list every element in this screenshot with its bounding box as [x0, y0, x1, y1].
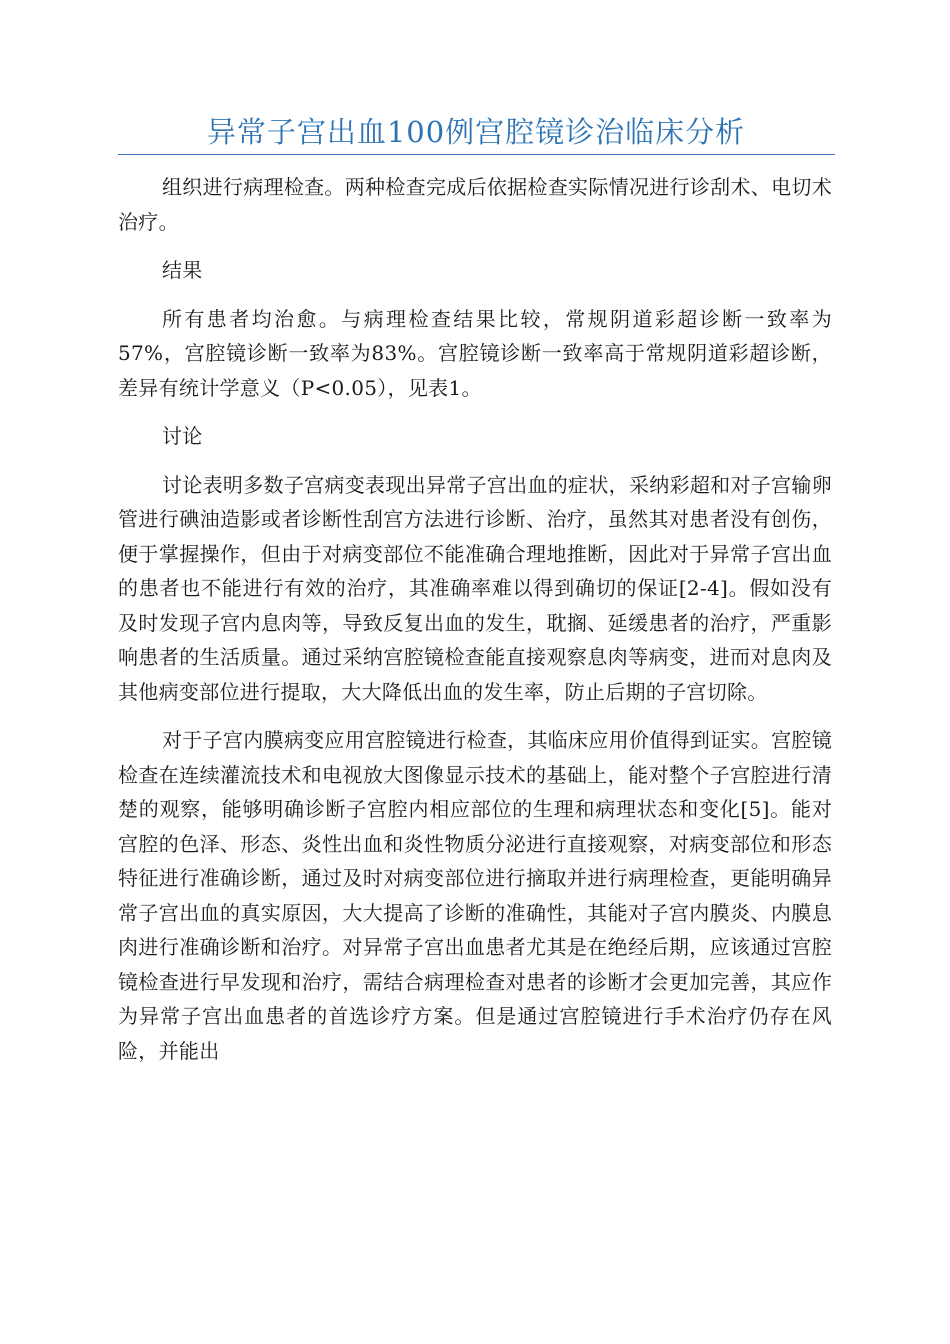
- section-heading-discussion: 讨论: [162, 424, 203, 448]
- paragraph-discussion-2: 对于子宫内膜病变应用宫腔镜进行检查，其临床应用价值得到证实。宫腔镜检查在连续灌流技术和电视放大图像显示技术的基础上，能对整个子宫腔进行清楚的观察，能够明确诊断子宫腔内相应部位的生理和病理状态和变化[5]。能对宫腔的色泽、形态、炎性出血和炎性物质分泌进行直接观察，对病变部位和形态特征进行准确诊断，通过及时对病变部位进行摘取并进行病理检查，更能明确异常子宫出血的真实原因，大大提高了诊断的准确性，其能对子宫内膜炎、内膜息肉进行准确诊断和治疗。对异常子宫出血患者尤其是在绝经后期，应该通过宫腔镜检查进行早发现和治疗，需结合病理检查对患者的诊断才会更加完善，其应作为异常子宫出血患者的首选诊疗方案。但是通过宫腔镜进行手术治疗仍存在风险，并能出: [118, 728, 832, 1063]
- paragraph-continuation: 组织进行病理检查。两种检查完成后依据检查实际情况进行诊刮术、电切术治疗。: [118, 175, 832, 234]
- paragraph-results: 所有患者均治愈。与病理检查结果比较，常规阴道彩超诊断一致率为57%，宫腔镜诊断一致率为83%。宫腔镜诊断一致率高于常规阴道彩超诊断，差异有统计学意义（P<0.05），见表1。: [118, 306, 832, 400]
- document-title: 异常子宫出血100例宫腔镜诊治临床分析: [206, 115, 746, 149]
- section-heading-results: 结果: [162, 258, 203, 282]
- document-body: [118, 170, 832, 1082]
- paragraph-discussion-1: 讨论表明多数子宫病变表现出异常子宫出血的症状，采纳彩超和对子宫输卵管进行碘油造影或者诊断性刮宫方法进行诊断、治疗，虽然其对患者没有创伤，便于掌握操作，但由于对病变部位不能准确合理地推断，因此对于异常子宫出血的患者也不能进行有效的治疗，其准确率难以得到确切的保证[2-4]。假如没有及时发现子宫内息肉等，导致反复出血的发生，耽搁、延缓患者的治疗，严重影响患者的生活质量。通过采纳宫腔镜检查能直接观察息肉等病变，进而对息肉及其他病变部位进行提取，大大降低出血的发生率，防止后期的子宫切除。: [118, 472, 832, 704]
- title-underline: [118, 154, 835, 155]
